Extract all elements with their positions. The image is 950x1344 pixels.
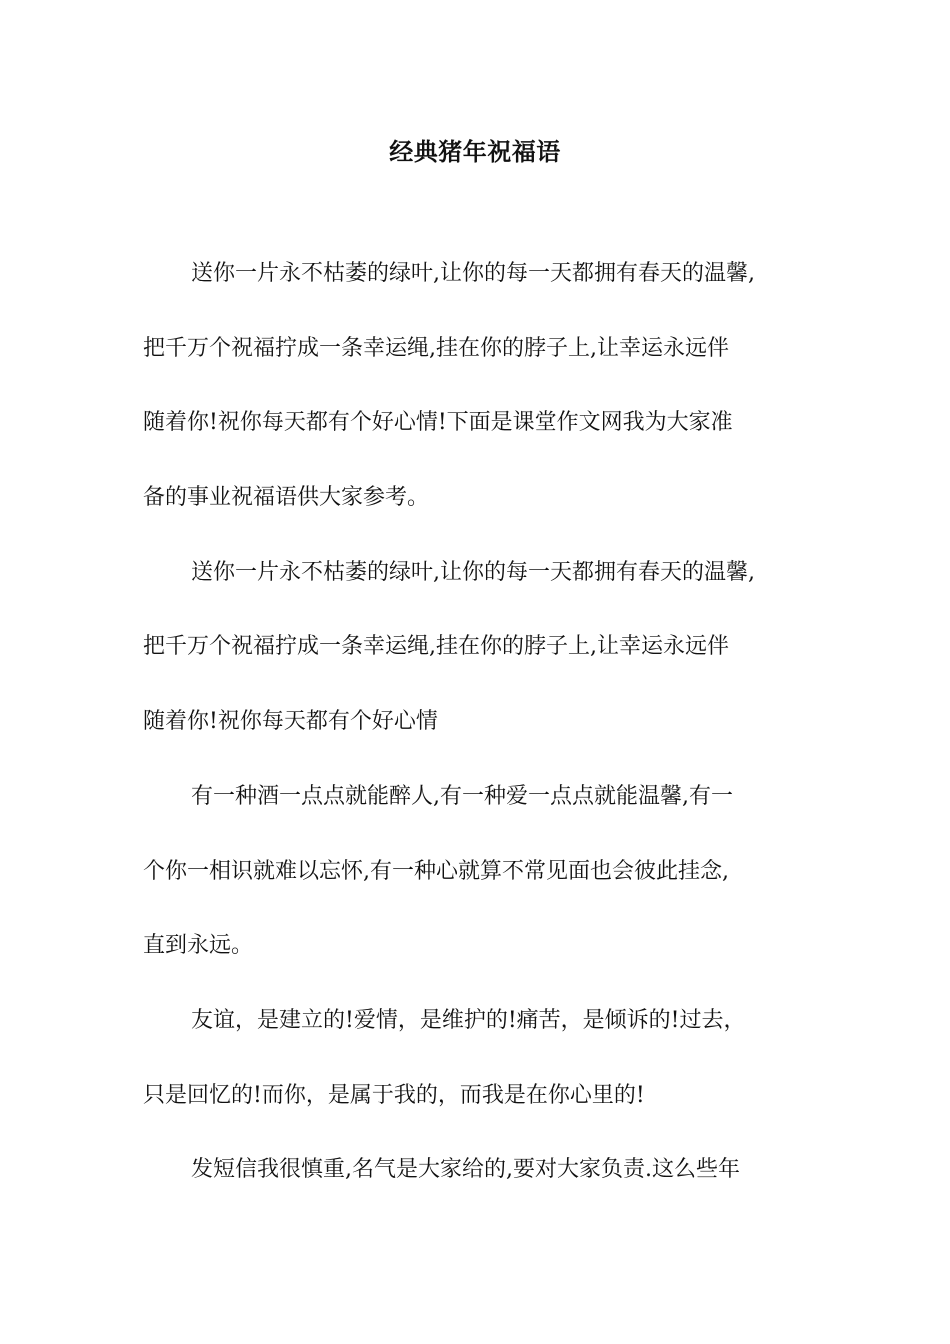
text-line: 有一种酒一点点就能醉人,有一种爱一点点就能温馨,有一 bbox=[191, 783, 733, 809]
text-line: 随着你!祝你每天都有个好心情!下面是课堂作文网我为大家准 bbox=[143, 410, 733, 436]
text-line: 送你一片永不枯萎的绿叶,让你的每一天都拥有春天的温馨, bbox=[191, 559, 755, 585]
text-line: 个你一相识就难以忘怀,有一种心就算不常见面也会彼此挂念, bbox=[143, 858, 729, 884]
text-line: 把千万个祝福拧成一条幸运绳,挂在你的脖子上,让幸运永远伴 bbox=[143, 335, 729, 361]
document-body bbox=[143, 252, 811, 1223]
text-line: 把千万个祝福拧成一条幸运绳,挂在你的脖子上,让幸运永远伴 bbox=[143, 634, 729, 660]
text-line: 送你一片永不枯萎的绿叶,让你的每一天都拥有春天的温馨, bbox=[191, 261, 755, 286]
text-line: 友谊，是建立的!爱情，是维护的!痛苦，是倾诉的!过去， bbox=[191, 1007, 746, 1033]
text-line: 只是回忆的!而你，是属于我的，而我是在你心里的! bbox=[143, 1082, 645, 1108]
text-line: 备的事业祝福语供大家参考。 bbox=[143, 485, 430, 511]
document-title: 经典猪年祝福语 bbox=[389, 137, 561, 166]
text-line: 发短信我很慎重,名气是大家给的,要对大家负责.这么些年 bbox=[191, 1157, 740, 1183]
text-line: 随着你!祝你每天都有个好心情 bbox=[143, 709, 438, 735]
text-line: 直到永远。 bbox=[143, 933, 254, 959]
